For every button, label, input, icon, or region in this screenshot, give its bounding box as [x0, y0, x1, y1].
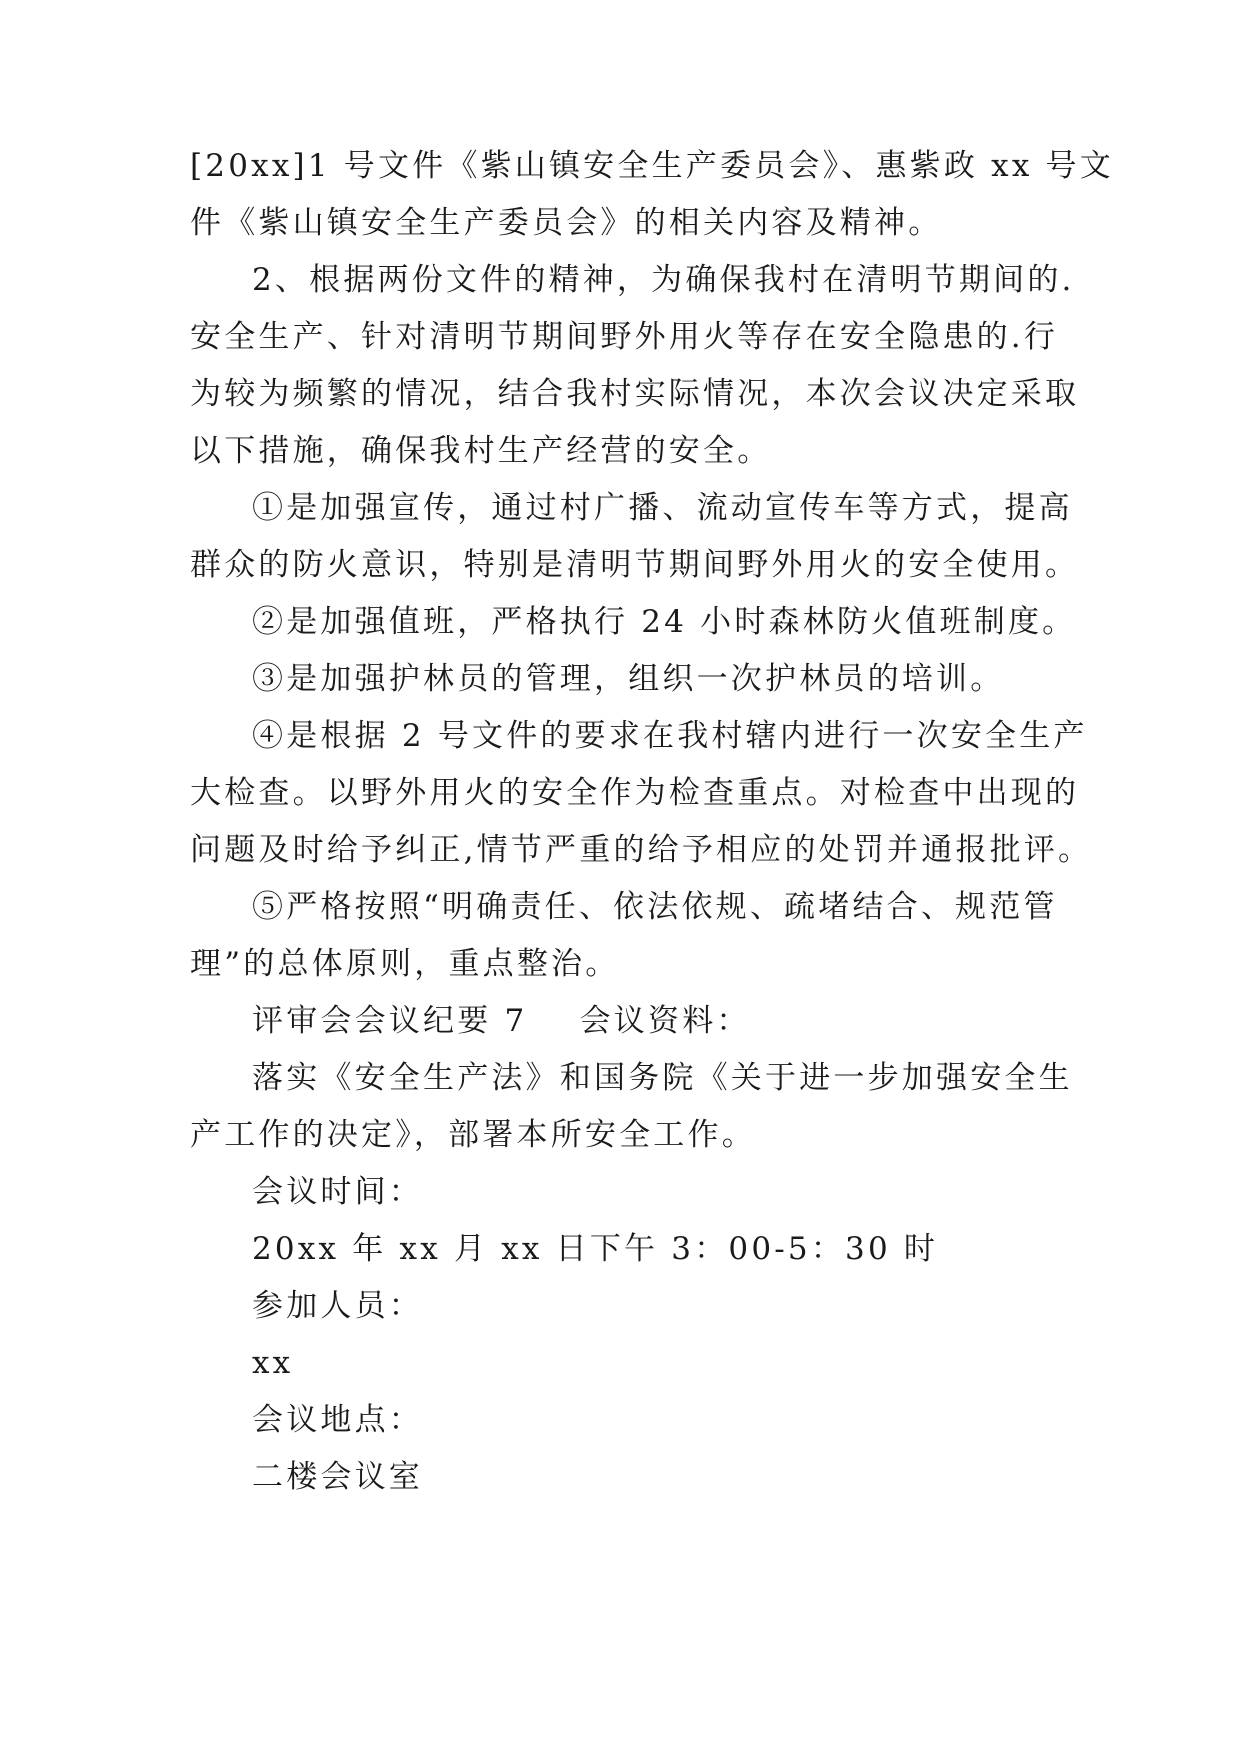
text-line-3: 2、根据两份文件的精神，为确保我村在清明节期间的.: [252, 262, 1075, 298]
text-line-17: 落实《安全生产法》和国务院《关于进一步加强安全生: [252, 1060, 1073, 1096]
text-line-5: 为较为频繁的情况，结合我村实际情况，本次会议决定采取: [190, 376, 1080, 412]
text-line-10: ③是加强护林员的管理，组织一次护林员的培训。: [252, 661, 1005, 697]
text-line-6: 以下措施，确保我村生产经营的安全。: [190, 433, 772, 469]
text-line-18: 产工作的决定》，部署本所安全工作。: [190, 1117, 756, 1153]
text-line-1: [20xx]1 号文件《紫山镇安全生产委员会》、惠紫政 xx 号文: [190, 148, 1114, 184]
text-line-11: ④是根据 2 号文件的要求在我村辖内进行一次安全生产: [252, 718, 1088, 754]
text-line-19: 会议时间：: [252, 1174, 423, 1210]
text-line-20: 20xx 年 xx 月 xx 日下午 3：00-5：30 时: [252, 1231, 939, 1267]
text-line-23: 会议地点：: [252, 1402, 423, 1438]
text-line-21: 参加人员：: [252, 1288, 423, 1324]
text-line-9: ②是加强值班，严格执行 24 小时森林防火值班制度。: [252, 604, 1077, 640]
text-line-2: 件《紫山镇安全生产委员会》的相关内容及精神。: [190, 205, 943, 241]
text-line-13: 问题及时给予纠正,情节严重的给予相应的处罚并通报批评。: [190, 832, 1093, 868]
text-line-16: 评审会会议纪要 7 会议资料：: [252, 1003, 751, 1039]
text-line-24: 二楼会议室: [252, 1459, 423, 1495]
text-line-22: xx: [252, 1345, 294, 1381]
text-line-12: 大检查。以野外用火的安全作为检查重点。对检查中出现的: [190, 775, 1080, 811]
text-line-8: 群众的防火意识，特别是清明节期间野外用火的安全使用。: [190, 547, 1080, 583]
text-line-4: 安全生产、针对清明节期间野外用火等存在安全隐患的.行: [190, 319, 1059, 355]
text-line-14: ⑤严格按照“明确责任、依法依规、疏堵结合、规范管: [252, 889, 1058, 925]
text-line-7: ①是加强宣传，通过村广播、流动宣传车等方式，提高: [252, 490, 1073, 526]
text-line-15: 理”的总体原则，重点整治。: [190, 946, 620, 982]
